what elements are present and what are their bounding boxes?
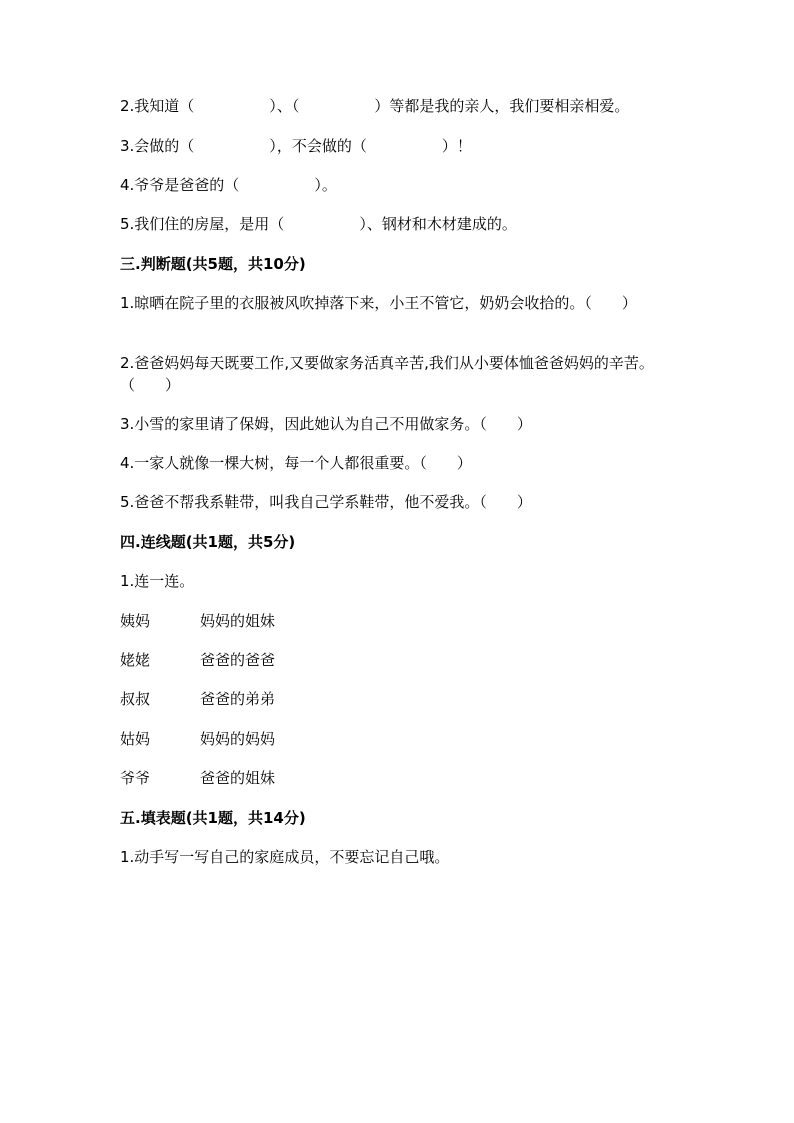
matching-right-item: 妈妈的姐妹 — [200, 612, 276, 630]
fill-blank-question-4: 4.爷爷是爸爸的（ ）。 — [120, 176, 337, 194]
table-fill-question-1: 1.动手写一写自己的家庭成员，不要忘记自己哦。 — [120, 848, 450, 866]
judgement-question-5: 5.爸爸不帮我系鞋带，叫我自己学系鞋带，他不爱我。（ ） — [120, 493, 532, 511]
section-heading-judgement: 三.判断题(共5题，共10分) — [120, 255, 306, 273]
matching-right-item: 妈妈的妈妈 — [200, 730, 276, 748]
matching-right-item: 爸爸的爸爸 — [200, 651, 276, 669]
fill-blank-question-3: 3.会做的（ ），不会做的（ ）！ — [120, 137, 472, 155]
matching-left-item: 爷爷 — [120, 769, 151, 787]
matching-right-item: 爸爸的姐妹 — [200, 769, 276, 787]
judgement-question-2: 2.爸爸妈妈每天既要工作,又要做家务活真辛苦,我们从小要体恤爸爸妈妈的辛苦。（ ） — [120, 354, 654, 394]
fill-blank-question-5: 5.我们住的房屋，是用（ ）、钢材和木材建成的。 — [120, 215, 517, 233]
matching-question-1: 1.连一连。 — [120, 572, 195, 590]
judgement-question-3: 3.小雪的家里请了保姆，因此她认为自己不用做家务。（ ） — [120, 415, 532, 433]
judgement-question-4: 4.一家人就像一棵大树，每一个人都很重要。（ ） — [120, 454, 472, 472]
matching-left-item: 姥姥 — [120, 651, 151, 669]
matching-left-item: 姨妈 — [120, 612, 151, 630]
matching-left-item: 叔叔 — [120, 690, 151, 708]
fill-blank-question-2: 2.我知道（ ）、（ ）等都是我的亲人，我们要相亲相爱。 — [120, 97, 630, 115]
judgement-question-1: 1.晾晒在院子里的衣服被风吹掉落下来，小王不管它，奶奶会收拾的。（ ） — [120, 294, 637, 312]
section-heading-matching: 四.连线题(共1题，共5分) — [120, 533, 296, 551]
matching-right-item: 爸爸的弟弟 — [200, 690, 276, 708]
section-heading-table-fill: 五.填表题(共1题，共14分) — [120, 809, 306, 827]
matching-left-item: 姑妈 — [120, 730, 151, 748]
